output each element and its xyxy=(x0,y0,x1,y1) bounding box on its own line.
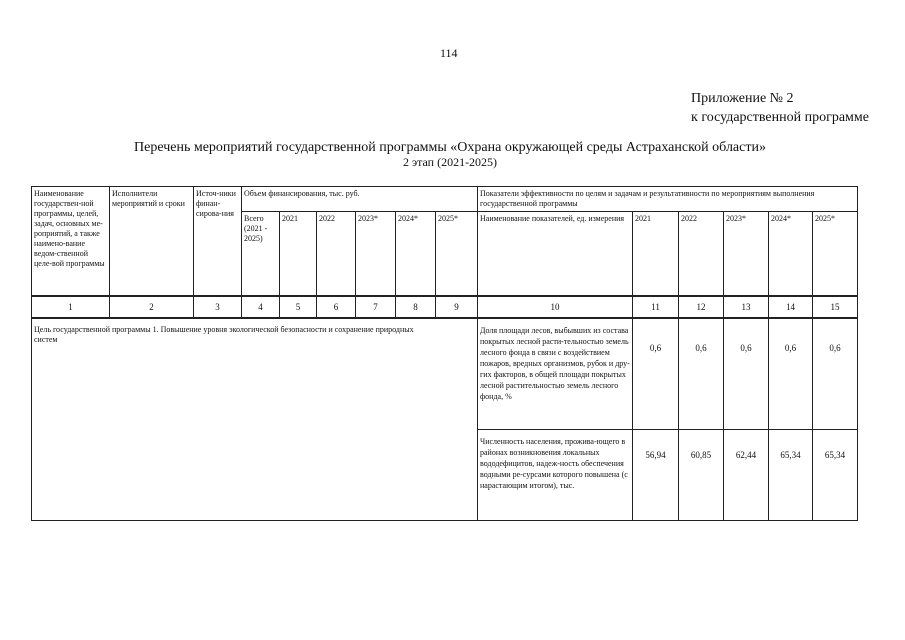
column-number: 8 xyxy=(396,296,436,318)
header-funding-year: 2021 xyxy=(280,212,317,297)
column-number: 12 xyxy=(679,296,724,318)
header-funding-group: Объем финансирования, тыс. руб. xyxy=(242,187,478,212)
column-numbers-row xyxy=(32,296,858,318)
header-indicator-year: 2025* xyxy=(813,212,858,297)
indicator-value: 65,34 xyxy=(769,430,813,521)
header-indicator-name: Наименование показателей, ед. измерения xyxy=(478,212,633,297)
indicator-value: 60,85 xyxy=(679,430,724,521)
annex-line-1: Приложение № 2 xyxy=(691,91,794,106)
column-number: 11 xyxy=(633,296,679,318)
header-indicator-year: 2022 xyxy=(679,212,724,297)
title-stage: 2 этап (2021-2025) xyxy=(402,155,498,169)
document-title xyxy=(40,140,860,170)
goal-text: Цель государственной программы 1. Повышение уровня экологической безопасности и сохранение природных систем xyxy=(32,318,478,521)
indicator-value: 65,34 xyxy=(813,430,858,521)
header-indicator-year: 2021 xyxy=(633,212,679,297)
header-funding-year: 2024* xyxy=(396,212,436,297)
column-number: 6 xyxy=(317,296,356,318)
indicator-value: 0,6 xyxy=(769,318,813,430)
header-funding-total: Всего (2021 - 2025) xyxy=(242,212,280,297)
indicator-value: 62,44 xyxy=(724,430,769,521)
page-number: 114 xyxy=(440,46,458,60)
column-number: 4 xyxy=(242,296,280,318)
column-number: 7 xyxy=(356,296,396,318)
header-funding-year: 2025* xyxy=(436,212,478,297)
column-number: 10 xyxy=(478,296,633,318)
indicator-name: Доля площади лесов, выбывших из состава покрытых лесной расти-тельностью земель лесного фонда в связи с воздействием пожаров, вредных организмов, рубок и дру-гих факторов, в общей площади покрытых лесной растительностью земель лесного фонда, % xyxy=(478,318,633,430)
header-executors: Исполнители мероприятий и сроки xyxy=(110,187,194,297)
header-row-1 xyxy=(32,187,858,212)
column-number: 15 xyxy=(813,296,858,318)
column-number: 3 xyxy=(194,296,242,318)
header-name: Наименование государствен-ной программы, целей, задач, основных ме-роприятий, а также наимено-вание ведом-ственной целе-вой программы xyxy=(32,187,110,297)
indicator-value: 56,94 xyxy=(633,430,679,521)
column-number: 14 xyxy=(769,296,813,318)
header-funding-year: 2022 xyxy=(317,212,356,297)
table-row xyxy=(32,318,858,430)
title-main: Перечень мероприятий государственной программы «Охрана окружающей среды Астраханской области» xyxy=(134,140,766,155)
annex-label xyxy=(691,89,869,127)
header-sources: Источ-ники финан-сирова-ния xyxy=(194,187,242,297)
indicator-value: 0,6 xyxy=(724,318,769,430)
column-number: 1 xyxy=(32,296,110,318)
header-funding-year: 2023* xyxy=(356,212,396,297)
indicator-value: 0,6 xyxy=(679,318,724,430)
header-indicators-group: Показатели эффективности по целям и задачам и результативности по мероприятиям выполнения государственной программы xyxy=(478,187,858,212)
annex-line-2: к государственной программе xyxy=(691,110,869,125)
column-number: 2 xyxy=(110,296,194,318)
measures-table xyxy=(31,186,858,521)
column-number: 13 xyxy=(724,296,769,318)
indicator-value: 0,6 xyxy=(813,318,858,430)
indicator-name: Численность населения, прожива-ющего в районах возникновения локальных вододефицитов, надеж-ность обеспечения водными ре-сурсами которого повышена (с нарастающим итогом), тыс. xyxy=(478,430,633,521)
header-indicator-year: 2024* xyxy=(769,212,813,297)
column-number: 9 xyxy=(436,296,478,318)
column-number: 5 xyxy=(280,296,317,318)
header-indicator-year: 2023* xyxy=(724,212,769,297)
indicator-value: 0,6 xyxy=(633,318,679,430)
